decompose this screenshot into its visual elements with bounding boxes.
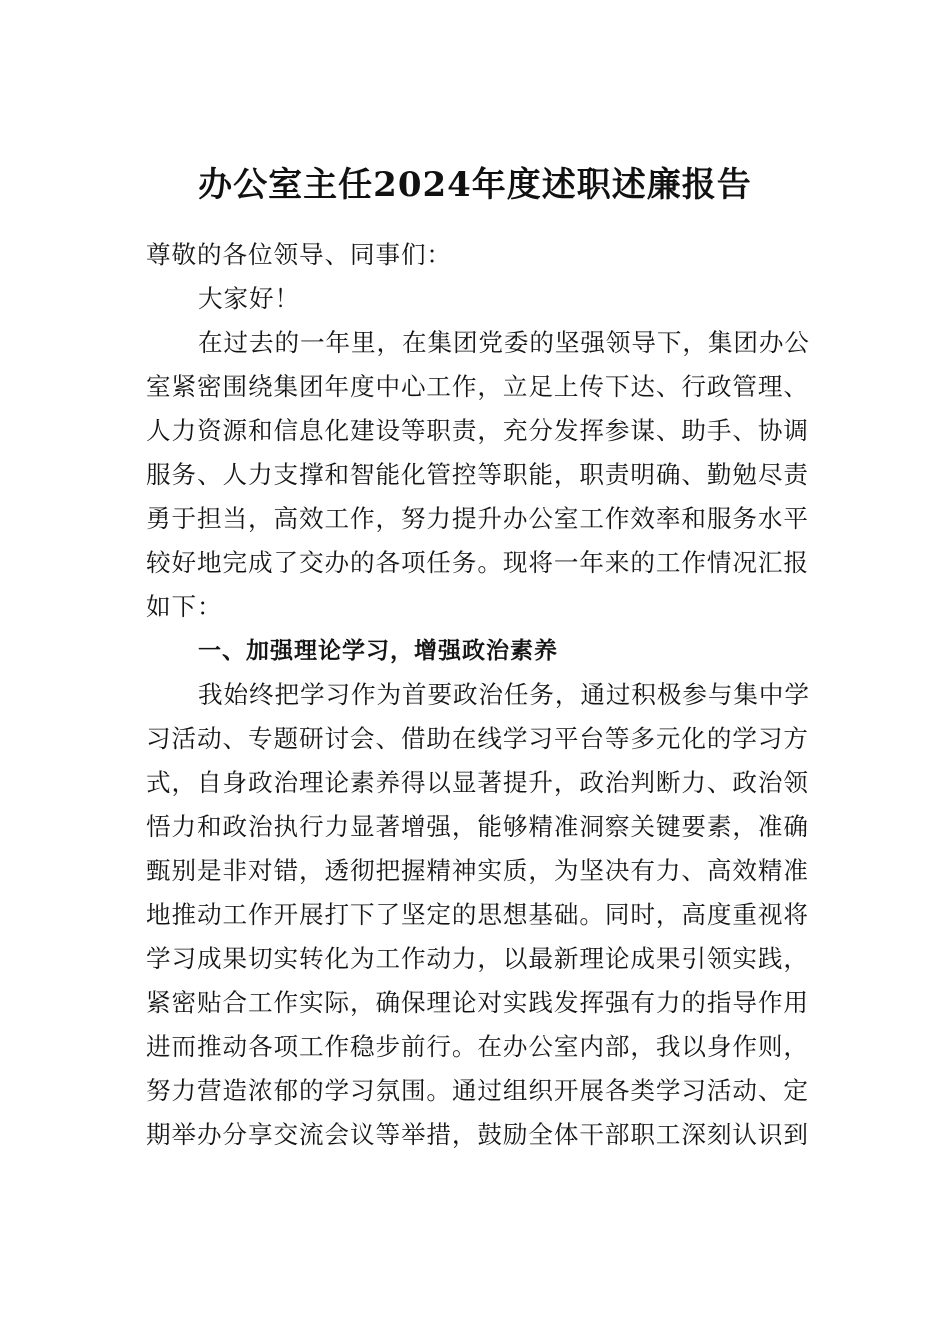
paragraph-line: 如下：	[146, 592, 223, 621]
paragraph-line: 习活动、专题研讨会、借助在线学习平台等多元化的学习方	[146, 724, 809, 753]
paragraph-line: 悟力和政治执行力显著增强，能够精准洞察关键要素，准确	[146, 812, 809, 841]
paragraph-line: 服务、人力支撑和智能化管控等职能，职责明确、勤勉尽责	[146, 460, 809, 489]
paragraph-line: 甄别是非对错，透彻把握精神实质，为坚决有力、高效精准	[146, 856, 809, 885]
paragraph-intro	[146, 321, 816, 629]
paragraph-line: 期举办分享交流会议等举措，鼓励全体干部职工深刻认识到	[146, 1120, 809, 1149]
salutation: 尊敬的各位领导、同事们：	[146, 240, 452, 269]
paragraph-line: 地推动工作开展打下了坚定的思想基础。同时，高度重视将	[146, 900, 809, 929]
greeting: 大家好！	[198, 284, 300, 313]
paragraph-line: 室紧密围绕集团年度中心工作，立足上传下达、行政管理、	[146, 372, 809, 401]
paragraph-study	[146, 673, 816, 1157]
paragraph-line: 我始终把学习作为首要政治任务，通过积极参与集中学	[198, 680, 810, 709]
paragraph-line: 进而推动各项工作稳步前行。在办公室内部，我以身作则，	[146, 1032, 809, 1061]
paragraph-line: 学习成果切实转化为工作动力，以最新理论成果引领实践，	[146, 944, 809, 973]
paragraph-line: 努力营造浓郁的学习氛围。通过组织开展各类学习活动、定	[146, 1076, 809, 1105]
paragraph-line: 在过去的一年里，在集团党委的坚强领导下，集团办公	[198, 328, 810, 357]
paragraph-line: 较好地完成了交办的各项任务。现将一年来的工作情况汇报	[146, 548, 809, 577]
document-body	[146, 233, 816, 1157]
paragraph-line: 式，自身政治理论素养得以显著提升，政治判断力、政治领	[146, 768, 809, 797]
document-title: 办公室主任2024年度述职述廉报告	[198, 165, 752, 205]
paragraph-line: 紧密贴合工作实际，确保理论对实践发挥强有力的指导作用	[146, 988, 809, 1017]
paragraph-line: 勇于担当，高效工作，努力提升办公室工作效率和服务水平	[146, 504, 809, 533]
paragraph-line: 人力资源和信息化建设等职责，充分发挥参谋、助手、协调	[146, 416, 809, 445]
section-heading: 一、加强理论学习，增强政治素养	[198, 638, 558, 664]
